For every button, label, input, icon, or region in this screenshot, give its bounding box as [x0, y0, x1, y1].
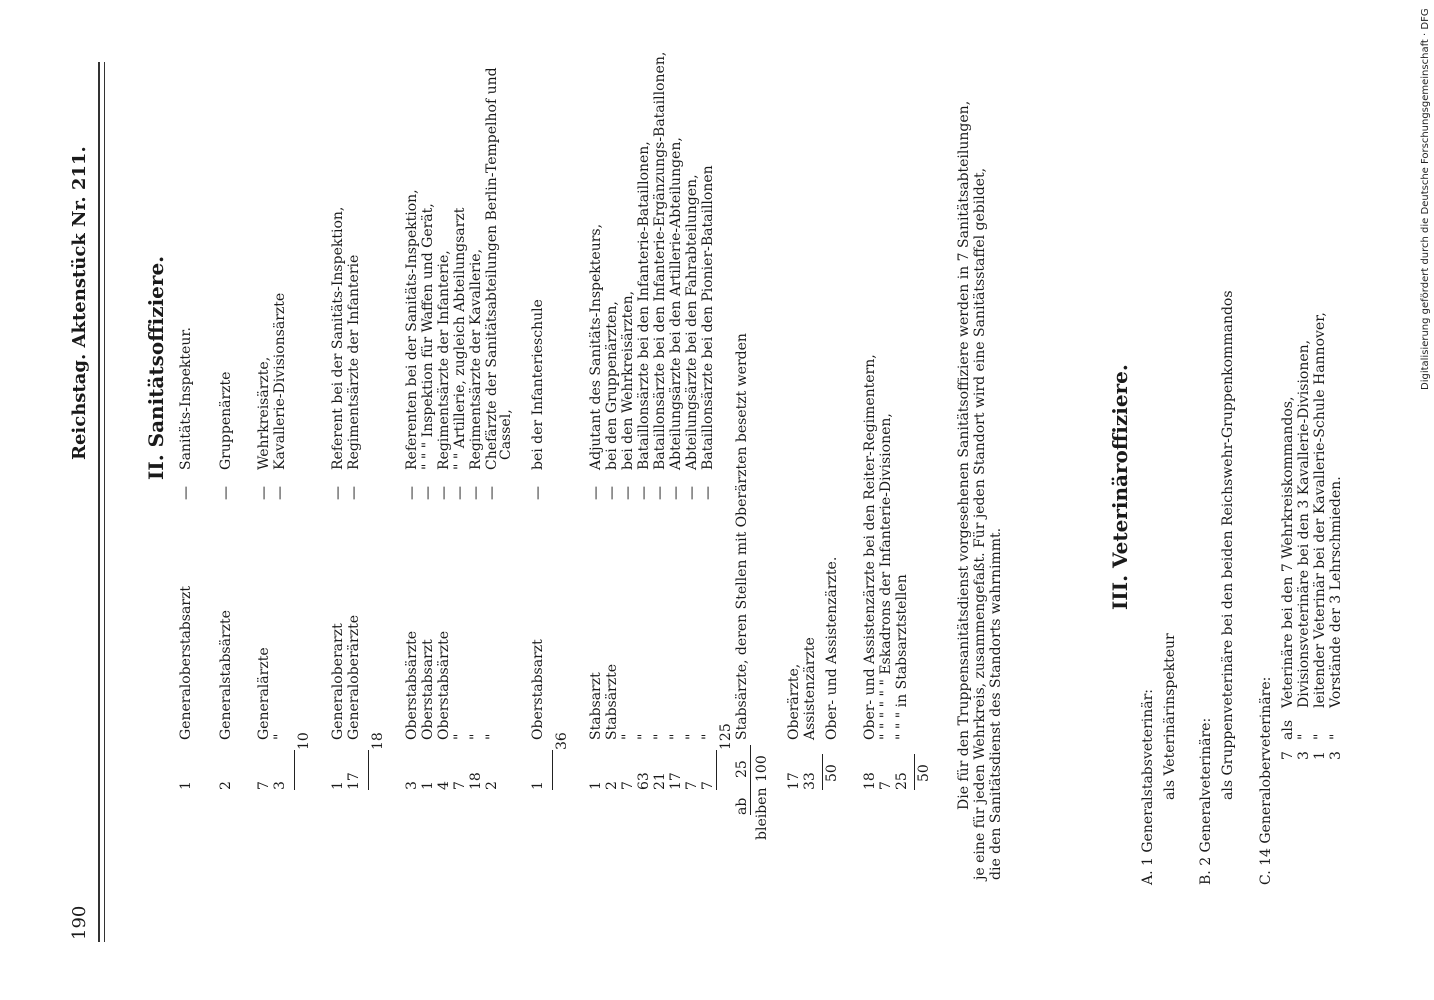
position-label: Adjutant des Sanitäts-Inspekteurs,: [588, 223, 604, 470]
subtotal-rule: [552, 750, 553, 790]
position-label: " " " Inspektion für Waffen und Gerät,: [420, 203, 436, 470]
rank-label: ": [700, 733, 716, 740]
dash-separator: —: [588, 486, 604, 500]
bleiben-label: bleiben: [754, 787, 770, 840]
subtotal-rule: [716, 750, 717, 790]
group-c-title: C. 14 Generaloberveterinäre:: [1258, 676, 1274, 885]
row-count: 18: [862, 772, 878, 790]
section-heading-sanitaetsoffiziere: II. Sanitätsoffiziere.: [144, 255, 168, 480]
rank-label: Oberstabsarzt: [420, 639, 436, 740]
subtotal-rule: [368, 750, 369, 790]
paragraph-line: die den Sanitätsdienst des Standorts wahrnimmt.: [988, 527, 1004, 880]
row-count: 3: [272, 781, 288, 790]
position-label: Regimentsärzte der Kavallerie,: [468, 248, 484, 470]
position-label: bei den Wehrkreisärzten,: [620, 290, 636, 470]
position-label: Regimentsärzte der Infanterie,: [436, 250, 452, 470]
row-count: 18: [468, 772, 484, 790]
dash-separator: —: [684, 486, 700, 500]
dash-separator: —: [700, 486, 716, 500]
position-label: Cassel,: [498, 409, 514, 460]
group-a-text: als Veterinärinspekteur: [1162, 633, 1178, 800]
row-count: 63: [636, 772, 652, 790]
row-count: 3: [404, 781, 420, 790]
dash-separator: —: [620, 486, 636, 500]
position-label: Sanitäts-Inspekteur.: [178, 327, 194, 470]
position-label: Gruppenärzte: [218, 371, 234, 470]
rank-label: ": [668, 733, 684, 740]
row-count: 17: [668, 772, 684, 790]
dash-separator: —: [468, 486, 484, 500]
row-count: 21: [652, 772, 668, 790]
paragraph-line: je eine für jeden Wehrkreis, zusammengefaßt. Für jeden Standort wird eine Sanitätsstaffel gebildet,: [972, 167, 988, 880]
rank-label: Oberstabsärzte: [404, 630, 420, 740]
page-number: 190: [69, 905, 90, 940]
vet-marker: ": [1328, 733, 1344, 740]
position-label: Referenten bei der Sanitäts-Inspektion,: [404, 189, 420, 470]
row-count: 33: [802, 772, 818, 790]
rank-label: ": [620, 733, 636, 740]
rank-label: Oberstabsärzte: [436, 630, 452, 740]
group-a-title: A. 1 Generalstabsveterinär:: [1140, 688, 1156, 885]
row-count: 1: [588, 781, 604, 790]
position-label: Referent bei der Sanitäts-Inspektion,: [330, 206, 346, 470]
vet-count: 3: [1296, 751, 1312, 760]
position-label: " " Artillerie, zugleich Abteilungsarzt: [452, 207, 468, 470]
ab-text: Stabsärzte, deren Stellen mit Oberärzten besetzt werden: [734, 333, 750, 740]
rank-label: ": [272, 733, 288, 740]
row-count: 1: [530, 781, 546, 790]
vet-count: 3: [1328, 751, 1344, 760]
dash-separator: —: [636, 486, 652, 500]
row-count: 1: [420, 781, 436, 790]
dash-separator: —: [452, 486, 468, 500]
position-label: Chefärzte der Sanitätsabteilungen Berlin-Tempelhof und: [484, 67, 500, 470]
rank-label: Generaloberarzt: [330, 623, 346, 740]
row-count: 2: [604, 781, 620, 790]
ab-number: 25: [734, 760, 750, 778]
subtotal-number: 10: [296, 732, 312, 750]
junior-position: Assistenzärzte: [802, 637, 818, 740]
row-count: 1: [178, 781, 194, 790]
subtotal-rule: [914, 754, 915, 790]
rank-label: ": [636, 733, 652, 740]
dash-separator: —: [256, 486, 272, 500]
subtotal-number: 50: [916, 764, 932, 782]
junior-position: " " " in Stabsarztstellen: [894, 574, 910, 740]
row-count: 7: [256, 781, 272, 790]
row-count: 2: [484, 781, 500, 790]
page-title: Reichstag. Aktenstück Nr. 211.: [69, 146, 90, 460]
rank-label: ": [652, 733, 668, 740]
row-count: 7: [452, 781, 468, 790]
rank-label: ": [484, 733, 500, 740]
position-label: Abteilungsärzte bei den Artillerie-Abteilungen,: [668, 137, 684, 470]
dfg-credit: [1420, 10, 1434, 390]
position-label: Bataillonsärzte bei den Pionier-Bataillonen: [700, 165, 716, 470]
junior-position: Oberärzte,: [786, 663, 802, 740]
dash-separator: —: [272, 486, 288, 500]
paragraph-line: Die für den Truppensanitätsdienst vorgesehenen Sanitätsoffiziere werden in 7 Sanitätsabteilungen,: [956, 100, 972, 810]
rotated-content: [60, 0, 1344, 1000]
rank-label: Stabsarzt: [588, 672, 604, 740]
dash-separator: —: [604, 486, 620, 500]
dash-separator: —: [346, 486, 362, 500]
credit-text: Digitalisierung gefördert durch die Deutsche Forschungsgemeinschaft · DFG: [1420, 8, 1431, 390]
group-b-title: B. 2 Generalveterinäre:: [1198, 717, 1214, 885]
row-count: 17: [786, 772, 802, 790]
dash-separator: —: [218, 486, 234, 500]
dash-separator: —: [420, 486, 436, 500]
row-count: 1: [330, 781, 346, 790]
vet-count: 1: [1312, 751, 1328, 760]
junior-position: Ober- und Assistenzärzte.: [824, 556, 840, 740]
row-count: 4: [436, 781, 452, 790]
vet-marker: ": [1296, 733, 1312, 740]
dash-separator: —: [330, 486, 346, 500]
rank-label: ": [452, 733, 468, 740]
vet-marker: ": [1312, 733, 1328, 740]
dash-separator: —: [436, 486, 452, 500]
section-heading-veterinaeroffiziere: III. Veterinäroffiziere.: [1108, 364, 1132, 610]
row-count: 7: [684, 781, 700, 790]
subtotal-rule: [294, 750, 295, 790]
rank-label: Oberstabsarzt: [530, 639, 546, 740]
subtotal-number: 36: [554, 732, 570, 750]
position-label: bei der Infanterieschule: [530, 299, 546, 470]
rank-label: ": [684, 733, 700, 740]
junior-position: " " " " " " Eskadrons der Infanterie-Divisionen,: [878, 413, 894, 740]
position-label: Bataillonsärzte bei den Infanterie-Bataillonen,: [636, 141, 652, 470]
row-count: 7: [620, 781, 636, 790]
ab-rule: [750, 745, 751, 815]
rank-label: Stabsärzte: [604, 663, 620, 740]
row-count: 25: [894, 772, 910, 790]
subtotal-number: 50: [824, 764, 840, 782]
rank-label: Generaloberärzte: [346, 615, 362, 740]
position-label: Regimentsärzte der Infanterie: [346, 254, 362, 470]
position-label: Wehrkreisärzte,: [256, 356, 272, 470]
dash-separator: —: [668, 486, 684, 500]
rank-label: ": [468, 733, 484, 740]
position-label: Kavallerie-Divisionsärzte: [272, 292, 288, 470]
rank-label: Generalärzte: [256, 647, 272, 740]
dash-separator: —: [178, 486, 194, 500]
subtotal-rule: [822, 754, 823, 790]
ab-label: ab: [734, 797, 750, 815]
subtotal-number: 125: [718, 723, 734, 750]
rank-label: Generaloberstabsarzt: [178, 586, 194, 740]
subtotal-number: 18: [370, 732, 386, 750]
dash-separator: —: [652, 486, 668, 500]
rank-label: Generalstabsärzte: [218, 610, 234, 740]
junior-position: Ober- und Assistenzärzte bei den Reiter-Regimentern,: [862, 354, 878, 740]
group-b-text: als Gruppenveterinäre bei den beiden Reichswehr-Gruppenkommandos: [1220, 290, 1236, 800]
position-label: Abteilungsärzte bei den Fahrabteilungen,: [684, 174, 700, 470]
vet-position: Divisionsveterinäre bei den 3 Kavallerie-Divisionen,: [1296, 339, 1312, 708]
dash-separator: —: [484, 486, 500, 500]
row-count: 7: [700, 781, 716, 790]
row-count: 7: [878, 781, 894, 790]
position-label: bei den Gruppenärzten,: [604, 301, 620, 470]
dash-separator: —: [530, 486, 546, 500]
vet-count: 7: [1280, 751, 1296, 760]
dash-separator: —: [404, 486, 420, 500]
row-count: 17: [346, 772, 362, 790]
vet-position: Veterinäre bei den 7 Wehrkreiskommandos,: [1280, 396, 1296, 708]
vet-marker: als: [1280, 719, 1296, 740]
row-count: 2: [218, 781, 234, 790]
bleiben-number: 100: [754, 755, 770, 782]
vet-position: Vorstände der 3 Lehrschmieden.: [1328, 476, 1344, 708]
vet-position: leitender Veterinär bei der Kavallerie-Schule Hannover,: [1312, 312, 1328, 708]
position-label: Bataillonsärzte bei den Infanterie-Ergänzungs-Bataillonen,: [652, 51, 668, 470]
